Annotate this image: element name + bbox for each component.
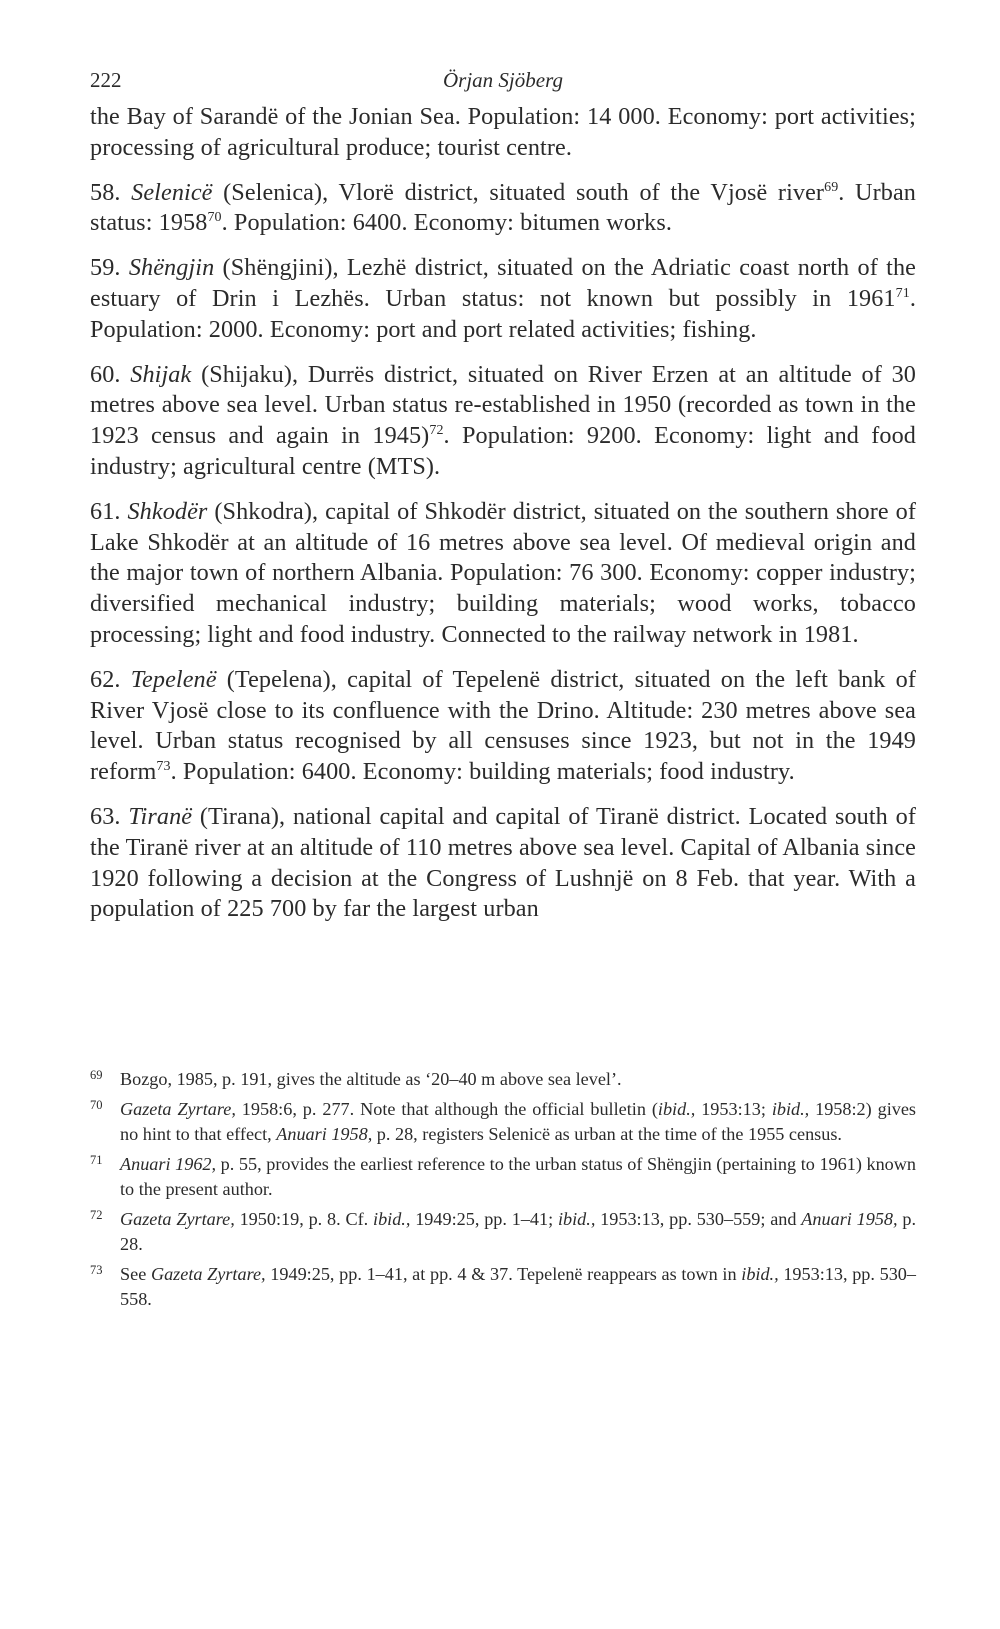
- footnote-72: [90, 1207, 916, 1258]
- entry-text: (Tirana), national capital and capital of Tiranë district. Located south of the Tiranë river at an altitude of 110 metres above sea level. Capital of Albania since 1920 following a decision at the Congress of Lushnjë on 8 Feb. that year. With a population of 225 700 by far the largest urban: [90, 802, 916, 923]
- footnote-text: 1958:2) gives no hint to that effect,: [120, 1098, 917, 1144]
- footnote-ref: 70: [207, 210, 222, 226]
- entry-61: [90, 497, 916, 651]
- entry-text: . Population: 6400. Economy: building materials; food industry.: [170, 758, 795, 786]
- footnote-ref: 71: [895, 285, 910, 301]
- footnote-69: [90, 1067, 916, 1093]
- entry-number: 61.: [90, 497, 121, 525]
- paragraph-text: the Bay of Sarandë of the Jonian Sea. Population: 14 000. Economy: port activities; processing of agricultural produce; tourist centre.: [90, 103, 916, 161]
- footnote-citation: Anuari 1958,: [276, 1124, 373, 1144]
- page-content: [90, 60, 916, 939]
- entry-number: 58.: [90, 178, 121, 206]
- footnote-text: 1953:13, pp. 530–559; and: [595, 1208, 802, 1229]
- running-title: Örjan Sjöberg: [443, 68, 563, 92]
- entry-59: [90, 253, 916, 345]
- footnote-number: 70: [90, 1097, 103, 1112]
- entry-63: [90, 802, 916, 925]
- page-number: 222: [90, 68, 122, 92]
- footnote-text: Bozgo, 1985, p. 191, gives the altitude as ‘20–40 m above sea level’.: [120, 1069, 622, 1089]
- footnote-citation: Anuari 1958,: [801, 1208, 898, 1229]
- entry-text: (Shkodra), capital of Shkodër district, situated on the southern shore of Lake Shkodër at an altitude of 16 metres above sea level. Of medieval origin and the major town of northern Albania. Population: 76 300. Economy: copper industry; diversified mechanical industry; building materials; wood works, tobacco processing; light and food industry. Connected to the railway network in 1981.: [90, 497, 916, 648]
- entry-name: Shijak: [130, 360, 192, 388]
- entry-text: . Urban status: 1958: [90, 178, 916, 237]
- footnote-citation: ibid.,: [373, 1208, 411, 1229]
- entry-60: [90, 360, 916, 483]
- footnote-text: 1953:13, pp. 530–558.: [120, 1263, 916, 1309]
- footnote-citation: ibid.,: [771, 1098, 810, 1119]
- footnote-text: See: [120, 1263, 151, 1284]
- entry-text: (Tepelena), capital of Tepelenë district, situated on the left bank of River Vjosë close to its confluence with the Drino. Altitude: 230 metres above sea level. Urban status recognised by all censuses since 1923, but not in the 1949 reform: [90, 665, 916, 786]
- entry-number: 59.: [90, 254, 121, 282]
- footnote-number: 69: [90, 1068, 103, 1082]
- entry-name: Tepelenë: [130, 665, 217, 693]
- footnote-text: 1950:19, p. 8. Cf.: [234, 1208, 374, 1229]
- body-text: [90, 102, 916, 925]
- entry-name: Selenicë: [131, 178, 213, 206]
- entry-number: 63.: [90, 802, 121, 830]
- entry-text: (Selenica), Vlorë district, situated south of the Vjosë river: [212, 178, 825, 206]
- entry-62: [90, 665, 916, 788]
- footnote-text: 1958:6, p. 277. Note that although the official bulletin (: [235, 1098, 658, 1119]
- footnote-number: 73: [90, 1262, 103, 1277]
- entry-58: [90, 178, 916, 240]
- footnote-ref: 69: [824, 179, 839, 195]
- footnote-73: [90, 1262, 916, 1313]
- entry-text: . Population: 2000. Economy: port and port related activities; fishing.: [90, 284, 916, 343]
- footnote-text: p. 28, registers Selenicë as urban at the time of the 1955 census.: [372, 1124, 842, 1144]
- footnote-citation: Gazeta Zyrtare,: [120, 1208, 235, 1229]
- entry-text: (Shijaku), Durrës district, situated on River Erzen at an altitude of 30 metres above sea level. Urban status re-established in 1950 (recorded as town in the 1923 census and again in 1945): [90, 360, 916, 450]
- entry-text: (Shëngjini), Lezhë district, situated on the Adriatic coast north of the estuary of Drin i Lezhës. Urban status: not known but possibly in 1961: [90, 254, 916, 312]
- entry-number: 60.: [90, 360, 121, 388]
- footnote-70: [90, 1097, 916, 1148]
- footnote-citation: Gazeta Zyrtare,: [150, 1263, 266, 1284]
- footnote-number: 72: [90, 1207, 103, 1222]
- footnote-citation: ibid.,: [557, 1208, 596, 1229]
- footnote-ref: 72: [429, 423, 444, 439]
- footnote-ref: 73: [156, 759, 171, 775]
- entry-name: Shkodër: [127, 497, 208, 525]
- entry-number: 62.: [90, 665, 121, 693]
- entry-name: Shëngjin: [128, 254, 215, 282]
- footnotes: [90, 1067, 916, 1317]
- footnote-citation: Gazeta Zyrtare,: [120, 1098, 236, 1119]
- footnote-citation: Anuari 1962,: [120, 1153, 217, 1174]
- entry-name: Tiranë: [128, 802, 193, 830]
- running-head: [90, 60, 916, 102]
- entry-text: . Population: 6400. Economy: bitumen works.: [221, 209, 673, 237]
- footnote-number: 71: [90, 1152, 103, 1167]
- footnote-citation: ibid.,: [741, 1263, 779, 1284]
- entry-text: . Population: 9200. Economy: light and food industry; agricultural centre (MTS).: [90, 422, 916, 480]
- paragraph-continuation: [90, 102, 916, 164]
- footnote-text: 1953:13;: [695, 1098, 772, 1119]
- footnote-text: 1949:25, pp. 1–41;: [410, 1208, 558, 1229]
- footnote-71: [90, 1152, 916, 1203]
- footnote-citation: ibid.,: [657, 1098, 696, 1119]
- footnote-text: 1949:25, pp. 1–41, at pp. 4 & 37. Tepelenë reappears as town in: [265, 1263, 742, 1284]
- footnote-text: p. 28.: [120, 1208, 917, 1254]
- footnote-text: p. 55, provides the earliest reference to the urban status of Shëngjin (pertaining to 1961) known to the present author.: [120, 1153, 916, 1199]
